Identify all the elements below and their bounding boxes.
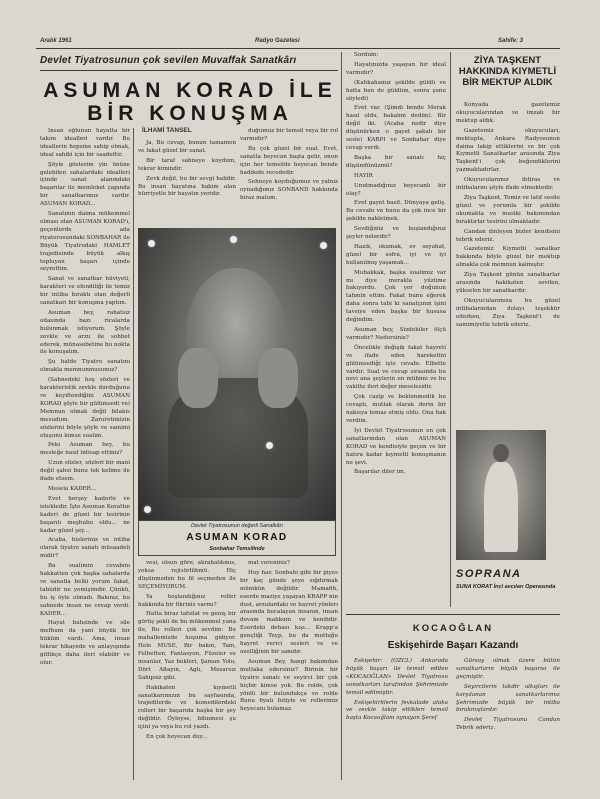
box-rule: [346, 614, 560, 615]
interview-paragraph: Evet var. (Şimdi bende Merak hasıl oldu, bakalım dedim). Bir değil iki. (Acaba nedir diye düşünürken o gayet şakalı bir sesle) KARPI ve Sonbahar diye cevap verdi.: [346, 105, 446, 151]
kocaoglan-subtitle: Eskişehirde Başarı Kazandı: [387, 640, 519, 651]
col1-paragraph: Asuman bey, rahatsız odasında bazı ricalarda bulunmak istiyorum. Şöyle zevkle ve arzu ile sohbet ederek, münasebetine bu nokta ile konuşalım.: [40, 309, 130, 356]
soprano-head: [493, 444, 509, 462]
asuman-korad-photo: [138, 228, 336, 520]
col1-paragraph: Mesela KADER...: [48, 485, 97, 492]
interview-paragraph: Sevdiğiniz ve hoşlandığınız şeyler nelerdir?: [346, 226, 446, 241]
right-paragraph: Gazetemiz Kıymetli sanatkar hakkında böyle güzel bir mektup almakla çok memnun kalmıştır.: [456, 246, 560, 269]
punch-hole: [320, 242, 327, 249]
interview-paragraph: Muhakkak, başka sualimiz var mı diye merakla yüzüme bakıyordu. Çok yer doğunun tahmin ettim. Fakat bunu eğerek daha sonra tabi ki sanatçının işini tavsiye eden başka bir hususa değindim.: [346, 269, 446, 324]
interview-paragraph: İyi Devlet Tiyatrosunun en çok sanatlarından olan ASUMAN KORAD ve kendisiyle geçen ve bir hatıra kadar kıymetli konuşmanın ne şevi.: [346, 427, 446, 466]
punch-hole: [230, 236, 237, 243]
punch-hole: [148, 240, 155, 247]
article-title-line2: BİR KONUŞMA: [87, 102, 293, 125]
issue-date: Aralık 1961: [40, 38, 72, 44]
suna-korat-photo: [456, 430, 546, 560]
col1-paragraph: Peki Asuman bey, bu mesleğe nasıl intisap ettiniz?: [40, 442, 130, 457]
col2-paragraph: Hatta biraz tafsilat ve geniş bir görüş şekli de bu mükemmel yana ile, Bu rolleri çok sevdim: Bu mahallemizde hoşuma gidiyor. Hele MUSE, Bir bakın, Tam, Felhetten, Fantasyon, Füzeler ve insanlar, Yaz bekleri, Şaman Yolu, Dört Altayın, Aglı, Mezarsız Sahipsiz gibi.: [138, 611, 236, 681]
portrait-hand-right: [258, 348, 298, 408]
column-divider: [133, 128, 134, 780]
interview-paragraph: Çok cazip ve beklenmedik bu cevaplı, mutlak olarak derin bir nakısya temas etmiş oldu. Ona hak verdim.: [346, 394, 446, 424]
interview-paragraph: Başarılar diler im.: [354, 469, 406, 476]
kocaoglan-paragraph: Devlet Tiyatrosunu Candan Tebrik ederiz.: [456, 717, 560, 732]
article-column-2-bottom: [138, 560, 236, 780]
col3-paragraph: Sehneye koyduğumuz ve yalnız oynadığımız SONBAND hakkında biraz malum.: [240, 179, 338, 202]
col1-paragraph: Acaba, hisleriniz ve intiba olarak tiyatro sanatı müsaadeli midir?: [40, 537, 130, 560]
article-column-3-bottom: [240, 560, 338, 780]
col3-paragraph: Bu çok güzel bir sual. Evet, sanatta beyecan başta gelir, onun için her temsilde heyecan bende haddede recededir.: [240, 145, 338, 176]
interview-paragraph: Asuman bey, Sizdekiler ölçü varmıdır? Nedersiniz?: [346, 327, 446, 341]
soprano-caption: SUNA KORAT İnci avcıları Operasında: [456, 584, 556, 590]
kocaoglan-column-1: [346, 658, 448, 782]
col2-paragraph: Ya hoşlandığınız roller hakkında bir fikriniz varmı?: [138, 593, 236, 608]
byline: İLHAMİ TANSEL: [142, 127, 192, 134]
masthead-rule: [36, 48, 560, 49]
kicker-rule: [40, 70, 338, 71]
col1-paragraph: Sanatının daima mükemmel olması olan ASUMAN KORAD'ı, geçenlerde ada riyaterosundaki SONBAHAR ile Büyük Tiyatrodaki HAMLET trajedisinde büyük alkış topluyan başarı içinde seyrettim.: [40, 211, 130, 273]
article-column-1: [40, 128, 130, 688]
article-title-line1: ASUMAN KORAD İLE: [43, 79, 337, 102]
interview-paragraph: Hazık, okumak, ev seyahat, güzel bir sofra, iyi ve iyi kullanılmış yaşamak...: [346, 243, 446, 266]
interview-paragraph: Hayatınızda yaşayan bir ideal varmıdır?: [346, 61, 446, 76]
column-divider: [450, 52, 451, 607]
interview-column: [346, 52, 446, 602]
kocaoglan-paragraph: Seyircilerin takdir alkışları ile karşılanan sanatkarlarımız Şehrimizde büyük bir intiba bırakmışlardır.: [456, 683, 560, 714]
right-paragraph: Ziya Taşkent, Temiz ve latif sesile güzel ve yorumla bir şekilde okumakta ve musiki bakımından bıraktırlar tesirini olmaktadır.: [456, 194, 560, 225]
interview-paragraph: (Kahkahamız şekilde güldü ve hatta ben de güldüm, sonra şunu söyledi): [346, 79, 446, 102]
photo-caption-sub: Sonbahar Temsilinde: [209, 546, 265, 552]
photo-caption-name: ASUMAN KORAD: [186, 532, 288, 543]
kocaoglan-title: KOCAOĞLAN: [412, 623, 494, 634]
right-paragraph: Gazetemiz okuyucuları, mektupta, Ankara Radyosunun daima takip ettiklerini ve bir çok Kıymetli Sanatkarlar arasında Ziya Taşkent'i çok beğendiklerini yazmaktadırlar.: [456, 127, 560, 174]
portrait-hand-left: [178, 348, 218, 408]
right-paragraph: Okuyucularımız ihtiras ve intibalarını şöyle ifade etmektedir.: [456, 177, 560, 192]
right-article-body: [456, 102, 560, 424]
col2-paragraph: Zevk değil, bu bir sevgi halidir. Bu insan hayatına hakim alan hürriyetle bir hayatın yeridir.: [138, 175, 236, 198]
column-divider: [341, 52, 342, 780]
interview-paragraph: Başka bir sanatı hiç düşündünüzmü?: [346, 154, 446, 169]
interview-paragraph: Sordum:: [354, 52, 379, 58]
interview-paragraph: HAYIR: [354, 172, 373, 179]
right-article-title: ZİYA TAŞKENT HAKKINDA KIYMETLİ BİR MEKTUP ALDIK: [458, 55, 557, 88]
col3-paragraph: Hoy hav. Sonbahi gibi bir piyes bir kaç günde şeye sığdırmak mümkün değildir. Mamafih, eserde maziye yaşayan KRAPP nin dost, arzulardaki ve hayret yönlerı arasında bocalayan insanın, insan devam mahkum ve kendidir. Eserdeki dehası kışı... Krapp'a gençliği Teyp, bu da mutluğu hayret verici sesleri ve ve ozelliğinin bir sanıdır.: [240, 569, 338, 655]
kocaoglan-column-2: [456, 658, 560, 782]
col1-paragraph: İnsan oğlunun hayatta bir takım idealleri vardır. Bu ideallerin hepsine sahip olmak, ideal sahibi için bir saadettir.: [40, 128, 130, 158]
col1-paragraph: Bu sualimin cevabını hakkatten çok başka sahalarda ve sanatla belki yorum fakat, tabiidir ne yemişimdir. Çünkü, bu iş öyle olmadı. Bakınız, bu sahnede insan ne cevap verdi. KADER...: [40, 563, 130, 617]
col3-paragraph: duğumuz bir temsil veya bir rol varmıdır?: [240, 128, 338, 142]
col1-paragraph: Sanat ve sanatkar hüviyeti, karakteri ve efendiliği ile temiz bir intiba bıraktı olan değerli sanatkarı bir konuşma yaptım.: [40, 276, 130, 307]
col3-paragraph: mat vereniniz?: [248, 560, 290, 566]
right-paragraph: Okuyucularımıza bu güzel intibalarından dolayı teşekkür ederken, Ziya Taşkent'i de samimiyetle tebrik ederiz.: [456, 297, 560, 328]
interview-paragraph: Evet gayet basit. Dünyaya geliş. Bu cevabı ve bunu da çok ince bir şekilde nakletmek.: [346, 200, 446, 223]
page-number: Sahife: 3: [498, 38, 524, 44]
photo-caption-line1: Devlet Tiyatrosunun değerli Sanatkârı: [191, 523, 283, 529]
col2-paragraph: Hakikaten kıymetli sanatkarımızın bu sayfasında, trajedilerde ve komedilerdeki rolleri bir başarıda başka bir şey değildir. Öyleyse, bilinmesi şu içini ya veya bu rol yazdı.: [138, 684, 236, 731]
col1-paragraph: Şöyle gösterim yin önüne gelebilen sahalardaki idealleri içinde sanat alanındaki başarılar ile memleket çapında bir sanatkarımız vardır. ASUMAN KORAD...: [40, 161, 130, 208]
col2-paragraph: Bir taraf sahneye koydum, tekrar kimindir.: [138, 157, 236, 172]
kocaoglan-paragraph: Eskişehirlilerin fevkalade alaka ve zevkle takip ettikleri temsil başta Kocaoğlanı oynayan Şeref: [346, 699, 448, 722]
soprano-gown: [484, 462, 518, 552]
punch-hole: [266, 442, 273, 449]
interview-paragraph: Öncelikle değişik fakat hayreti ve ifade eden hareketini gülümsediği işte cevabı. Elbette vardır. Sual ve cevap sırasında bu nevi ana şeylerin en mühimi ve bu vakitte ileri değer meselesidir.: [346, 344, 446, 391]
paper-name: Radyo Gazetesi: [255, 38, 300, 44]
kocaoglan-paragraph: Eskişehir: (ÖZCL) Ankarada büyük başarı ile temsil edilen «KOCAOĞLAN» Devlet Tiyatrosu sanatkarları tarafından Şehrimizde temsil edilmiştir.: [346, 658, 448, 696]
col1-paragraph: Uzun sözler, sözleri bir mani değil şahsi bunu tek kelime ile ifade etsem.: [40, 460, 130, 483]
kocaoglan-paragraph: Gürsoy olmak üzere bütün sanatkarların büyük başarısı ile geçmiştir.: [456, 658, 560, 680]
col3-paragraph: Asuman Bey, hangi bakımdan mutlaka edersiniz? Birinin bir tiyatro sanatı ve seyirci bir çok hiçbir kimse yok. Bu rolde, çok yönlü bir bulundukça ve rolde Bunu fiyatı fotiyle ve rollerimiz heyecanı bulamaz.: [240, 658, 338, 713]
col2-paragraph: Ja, Bu cevap, bunun tamamen ve fakat güzel bir sanat.: [138, 140, 236, 154]
col1-paragraph: Evet herşey kaderle ve istekledir. İşte Asuman Korattın kaderi de güzel bir tesirinin başarılı meşhubu oldu... ne kadar güzel şey...: [40, 495, 130, 534]
col1-paragraph: Şu halde Tiyatro sanatını olmakla memnunmusunuz?: [40, 359, 130, 374]
article-column-2-top: [138, 140, 236, 228]
article-column-3-top: [240, 128, 338, 228]
punch-hole: [144, 506, 151, 513]
interview-paragraph: Unutmadığınız beyecanlı bir olay?: [346, 182, 446, 197]
right-paragraph: Konyada gazetemiz okuyucularından ve imzalı bir mektup aldık.: [456, 102, 560, 124]
col2-paragraph: En çok heyecan duy...: [146, 734, 208, 741]
soprano-title: SOPRANA: [456, 568, 522, 580]
right-paragraph: Ziya Taşkent günün sanatkarlar arasında hakikaten sevilen, yükselen bir sanatkardır.: [456, 272, 560, 294]
right-paragraph: Candan dinleyen bizler kendisini tebrik ederiz.: [456, 228, 560, 243]
col1-paragraph: Hayat bahsinde ve sile mefhum da yani büyük bir hüküm vardı. Ama, insan tekrar hikayede ve anlayışında gittikçe daha ileri olabilir ve olur.: [40, 620, 130, 666]
col1-paragraph: (Sahnedeki hoş sözleri ve karakteristik zevkle durduğunu ve keyiflendiğini ASUMAN KORAD şöyle bir gülümsedi ve) Memnun olmak değil bilakis mesudum. Zaruretimizin sözlerini böyle şöyle ve samimi oluşunu kimse sualim.: [40, 377, 130, 439]
col2-paragraph: vesi, olsun göre, akrabalıkmıs, yoksa rejisörlükmü. Hiç düşünmeden bu fil seçmeden ile SEÇEMİYORUM.: [138, 560, 236, 590]
caption-frame: [138, 520, 336, 556]
article-kicker: Devlet Tiyatrosunun çok sevilen Muvaffak Sanatkârı: [40, 55, 297, 66]
